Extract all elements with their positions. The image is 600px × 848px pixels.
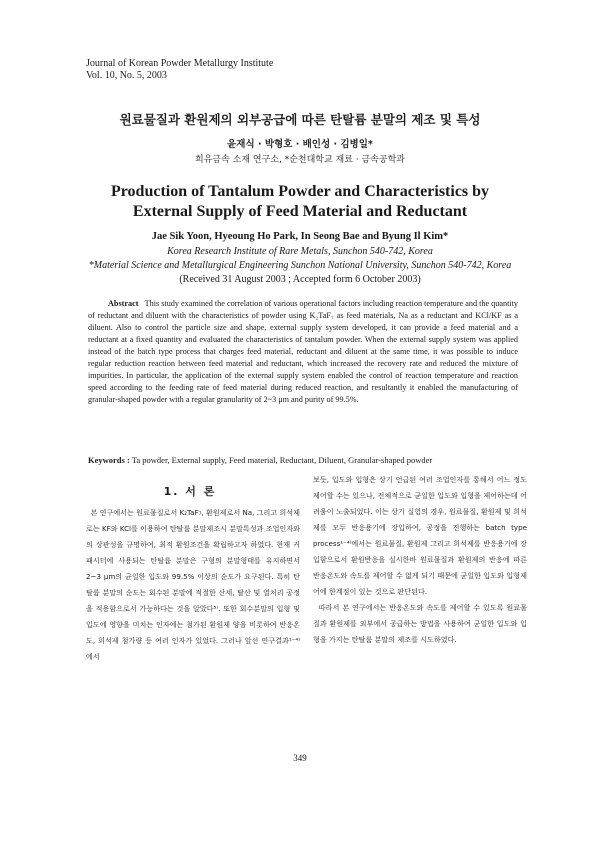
english-title — [0, 182, 600, 222]
english-affiliation-1: Korea Research Institute of Rare Metals, Sunchon 540-742, Korea — [167, 246, 433, 257]
keywords-text: Ta powder, External supply, Feed material, Reductant, Diluent, Granular-shaped powder — [131, 455, 433, 465]
body-left-text: 본 연구에서는 원료물질로서 K₂TaF₇, 환원제로서 Na, 그리고 희석제로는 KF와 KCl를 이용하여 탄탈륨 분말제조시 분말특성과 조업인자와의 상관성을 규명하여, 최적 환원조건을 확립하고자 하였다. 현재 커패시터에 사용되는 탄탈륨 분말은 구형의 분말형태를 유지하면서 2~3 μm의 균일한 입도와 99.5% 이상의 순도가 요구된다. 특히 탄탈륨 분말의 순도는 회수된 분말에 적절한 산세, 탈산 및 열처리 공정을 적용함으로서 가능하다는 것을 알았다⁵⁾. 또한 회수분말의 입형 및 입도에 영향을 미치는 인자에는 첨가된 환원제 양을 비롯하여 반응온도, 희석제 첨가량 등 여러 인자가 있었다. 그러나 앞선 연구결과¹⁻⁴⁾에서 — [86, 508, 300, 661]
journal-header — [86, 58, 273, 82]
body-right-paragraph-2 — [313, 600, 527, 648]
received-dates: (Received 31 August 2003 ; Accepted form 6 October 2003) — [179, 274, 421, 285]
body-column-right — [313, 472, 527, 648]
english-authors: Jae Sik Yoon, Hyeoung Ho Park, In Seong Bae and Byung Il Kim* — [151, 231, 449, 242]
abstract-label: Abstract — [108, 299, 139, 308]
body-column-left — [86, 505, 300, 665]
journal-volume: Vol. 10, No. 5, 2003 — [86, 70, 167, 81]
abstract — [88, 298, 518, 406]
page-number: 349 — [293, 753, 307, 763]
english-affiliation-2: *Material Science and Metallurgical Engineering Sunchon National University, Sunchon 540-742, Korea — [88, 260, 512, 271]
body-right-paragraph-2-text: 따라서 본 연구에서는 반응온도와 속도를 제어할 수 있도록 원료물질과 환원제를 외부에서 공급하는 방법을 사용하여 균일한 입도와 입형을 가지는 탄탈륨 분말의 제조를 시도하였다. — [313, 603, 527, 644]
body-right-paragraph-1: 보듯, 입도와 입형은 상기 언급된 여러 조업인자를 통해서 어느 정도 제어할 수는 있으나, 전체적으로 균일한 입도와 입형을 제어하는데 어려움이 노출되었다. 이는 상기 실험의 경우, 원료물질, 환원제 및 희석제를 모두 반응용기에 장입하여, 공정을 진행하는 batch type process¹⁻⁴⁾에서는 원료물질, 환원제 그리고 희석제를 반응용기에 장입함으로서 환원반응을 실시한바 원료물질과 환원제의 반응에 따른 반응온도와 속도를 제어할 수 없게 되기 때문에 균일한 입도와 입형제어에 한계점이 있는 것으로 판단된다. — [313, 475, 527, 596]
section-heading-introduction: 1. 서 론 — [163, 485, 217, 498]
english-title-line1: Production of Tantalum Powder and Characteristics by — [110, 183, 490, 200]
keywords-label: Keywords : — [88, 455, 130, 465]
english-title-line2: External Supply of Feed Material and Reductant — [132, 203, 468, 220]
journal-name: Journal of Korean Powder Metallurgy Institute — [86, 58, 274, 69]
abstract-text: This study examined the correlation of various operational factors including reaction temperature and the quantity of reductant and diluent with the characteristics of powder using K₂TaF₇ as feed materials, Na as a reductant and KCl/KF as a diluent. Also to control the particle size and shape, external supply system developed, it can provide a feed material and a reductant at a fixed quantity and evaluated the characteristics of tantalum powder. When the external supply system was applied instead of the batch type process that charges feed material, reductant and diluent at the same time, it was possible to induce regular reduction reaction between feed material and reductant, which increased the recovery rate and reduced the mixture of impurities. In particular, the application of the external supply system enabled the control of reaction temperature and reaction speed according to the feeding rate of feed material during reduced reaction, and resultantly it enabled the manufacturing of granular-shaped powder with a regular granularity of 2~3 μm and purity of 99.5%. — [88, 299, 518, 404]
korean-affiliation: 희유금속 소재 연구소, *순천대학교 재료 · 금속공학과 — [195, 155, 405, 165]
korean-title: 원료물질과 환원제의 외부공급에 따른 탄탈륨 분말의 제조 및 특성 — [119, 112, 481, 127]
korean-authors: 윤재식 · 박형호 · 배인성 · 김병일* — [227, 139, 373, 150]
keywords — [88, 455, 528, 465]
